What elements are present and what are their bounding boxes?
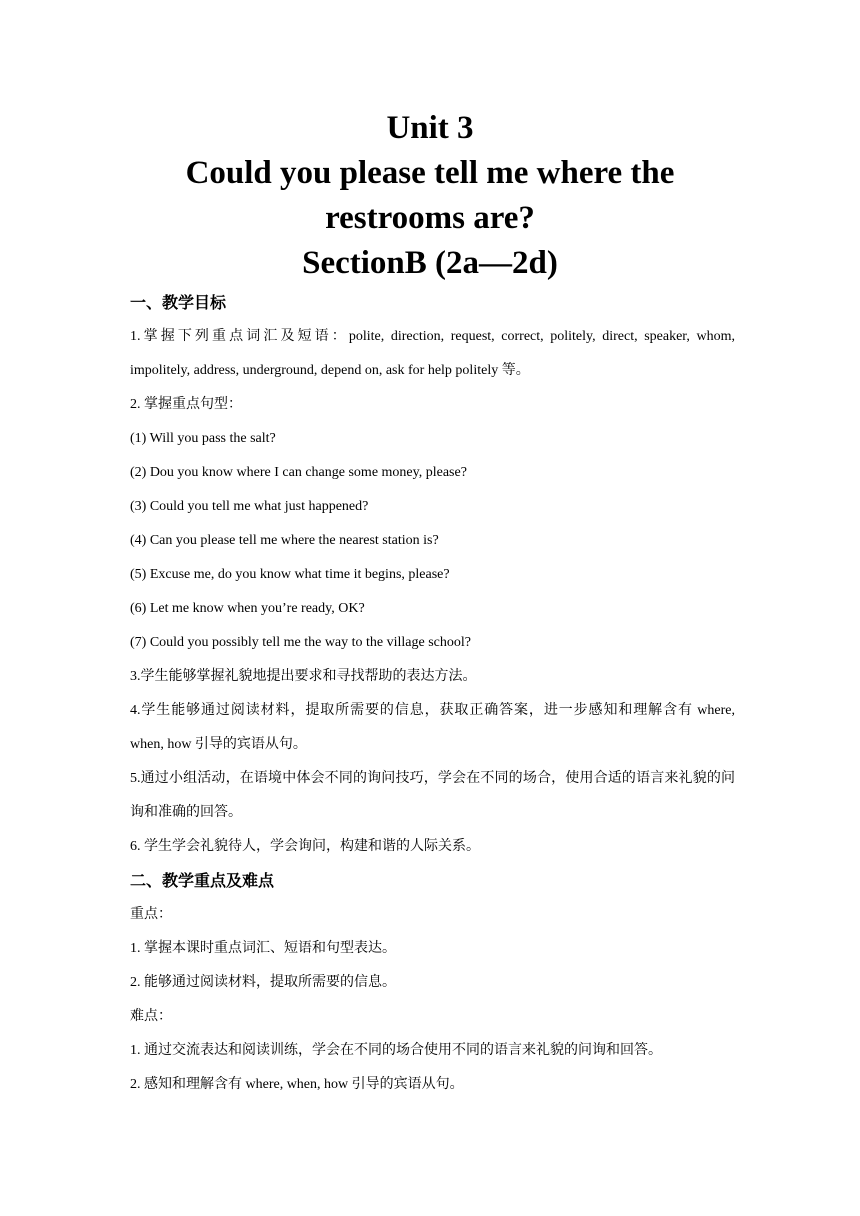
key-sentence: (2) Dou you know where I can change some money, please? [130, 465, 467, 480]
title-section: SectionB (2a—2d) [302, 245, 558, 281]
objective-item-1: 1.掌握下列重点词汇及短语：polite, direction, request, correct, politely, direct, speaker, whom, impolitely, address, underground, depend on, ask for help politely 等。 [130, 329, 735, 378]
difficult-label: 难点： [130, 1009, 172, 1024]
objective-item-2-title: 2. 掌握重点句型： [130, 397, 242, 412]
objectives-heading: 一、教学目标 [130, 293, 227, 312]
key-sentence: (1) Will you pass the salt? [130, 431, 276, 446]
objective-item-4: 4.学生能够通过阅读材料，提取所需要的信息，获取正确答案，进一步感知和理解含有 where, when, how 引导的宾语从句。 [130, 703, 735, 752]
key-sentence: (7) Could you possibly tell me the way to the village school? [130, 635, 471, 650]
key-sentence: (4) Can you please tell me where the nearest station is? [130, 533, 439, 548]
objective-item-6: 6. 学生学会礼貌待人，学会询问，构建和谐的人际关系。 [130, 839, 480, 854]
difficult-point-1: 1. 通过交流表达和阅读训练，学会在不同的场合使用不同的语言来礼貌的问询和回答。 [130, 1043, 662, 1058]
key-point-2: 2. 能够通过阅读材料，提取所需要的信息。 [130, 975, 396, 990]
title-line-2: restrooms are? [325, 200, 535, 236]
key-sentence: (3) Could you tell me what just happened? [130, 499, 369, 514]
objective-item-3: 3.学生能够掌握礼貌地提出要求和寻找帮助的表达方法。 [130, 669, 477, 684]
document-body [130, 286, 735, 1102]
title-line-1: Could you please tell me where the [185, 155, 675, 191]
key-point-1: 1. 掌握本课时重点词汇、短语和句型表达。 [130, 941, 396, 956]
difficult-point-2: 2. 感知和理解含有 where, when, how 引导的宾语从句。 [130, 1077, 464, 1092]
objective-item-5: 5.通过小组活动，在语境中体会不同的询问技巧，学会在不同的场合，使用合适的语言来礼貌的问询和准确的回答。 [130, 771, 735, 820]
key-label: 重点： [130, 907, 172, 922]
title-unit: Unit 3 [386, 110, 474, 146]
document-title [0, 106, 860, 286]
key-sentence: (5) Excuse me, do you know what time it begins, please? [130, 567, 450, 582]
key-sentence: (6) Let me know when you’re ready, OK? [130, 601, 365, 616]
key-points-heading: 二、教学重点及难点 [130, 871, 275, 890]
